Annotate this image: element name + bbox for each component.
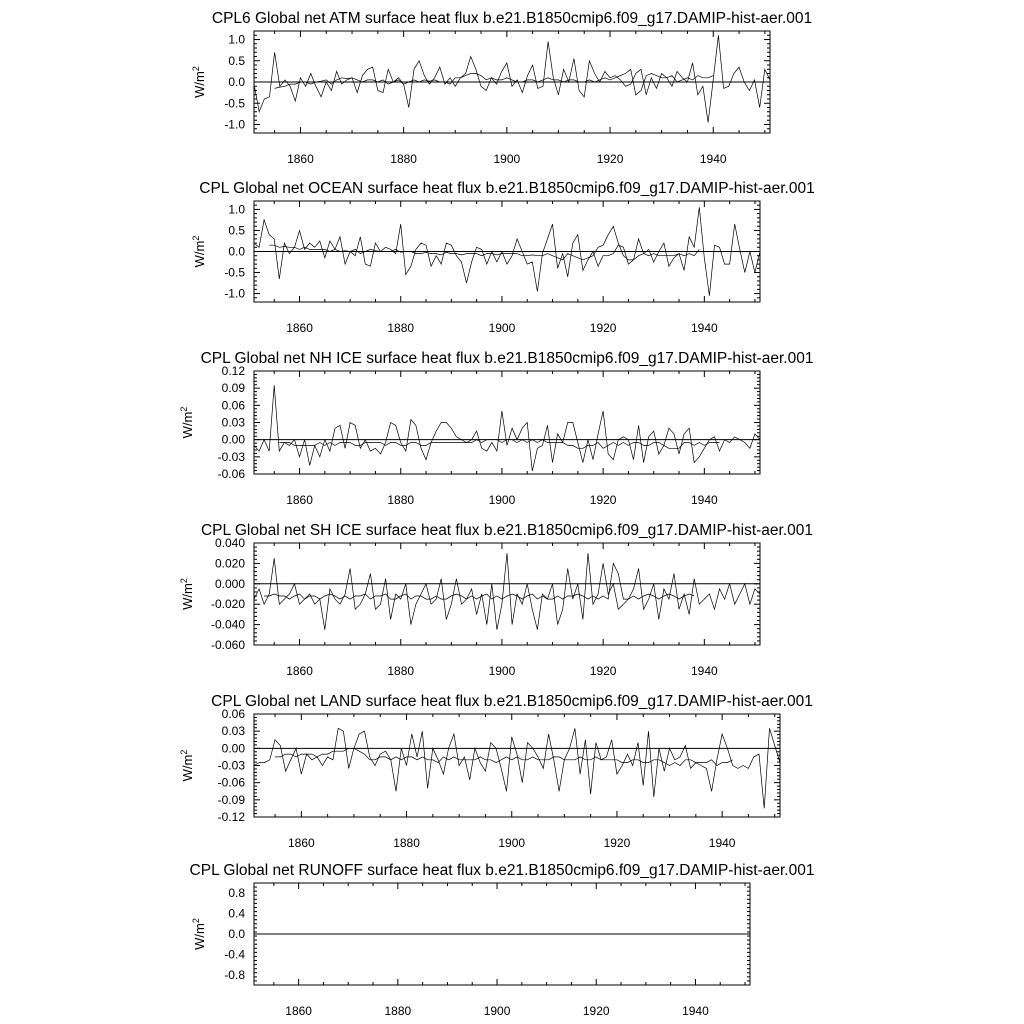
y-tick-label: 0.06 (221, 398, 245, 413)
y-tick-label: -0.020 (210, 597, 245, 612)
x-tick-label: 1920 (589, 664, 617, 678)
x-tick-label: 1920 (582, 1004, 610, 1018)
x-tick-label: 1920 (596, 152, 624, 166)
x-tick-label: 1920 (603, 836, 631, 850)
panel-5 (179, 693, 813, 850)
x-tick-label: 1860 (285, 1004, 312, 1018)
y-tick-label: 0.040 (214, 536, 245, 550)
x-tick-label: 1860 (286, 664, 313, 678)
y-tick-label: -0.12 (217, 810, 245, 824)
series-line-2 (275, 748, 733, 765)
panel-4 (179, 522, 813, 678)
y-tick-label: -0.4 (224, 947, 245, 962)
y-tick-label: -0.06 (217, 775, 245, 790)
panel-2 (191, 180, 815, 335)
series-line-1 (254, 728, 780, 808)
y-tick-label: 0.5 (228, 53, 245, 68)
x-tick-label: 1940 (699, 152, 727, 166)
x-tick-label: 1900 (498, 836, 526, 850)
panel-6 (190, 862, 815, 1018)
y-axis-label: $W/m^2$ (179, 749, 195, 782)
x-tick-label: 1940 (690, 493, 718, 507)
y-axis-label: $W/m^2$ (191, 66, 207, 98)
y-tick-label: 0.09 (221, 381, 245, 396)
y-tick-label: -0.06 (217, 467, 245, 481)
x-tick-label: 1940 (708, 836, 736, 850)
y-tick-label: 0.03 (221, 724, 245, 739)
y-tick-label: -0.060 (210, 638, 245, 652)
y-tick-label: -0.5 (224, 96, 245, 111)
y-tick-label: -0.03 (217, 758, 245, 773)
y-tick-label: 0.00 (221, 432, 245, 447)
panel-title: CPL Global net LAND surface heat flux b.e21.B1850cmip6.f09_g17.DAMIP-hist-aer.001 (211, 693, 813, 710)
y-axis-label: $W/m^2$ (179, 406, 195, 439)
x-tick-label: 1900 (493, 152, 521, 166)
x-tick-label: 1940 (682, 1004, 709, 1018)
y-tick-label: 0.12 (221, 364, 245, 378)
series-line-2 (264, 563, 694, 599)
y-tick-label: 0.020 (214, 556, 245, 571)
y-tick-label: 0.0 (228, 244, 245, 259)
x-tick-label: 1880 (387, 493, 415, 507)
y-axis-label: $W/m^2$ (191, 918, 207, 950)
y-tick-label: -0.8 (224, 967, 245, 982)
y-tick-label: 0.4 (228, 906, 245, 921)
x-tick-label: 1900 (488, 321, 516, 335)
x-tick-label: 1940 (690, 321, 718, 335)
y-axis-label: $W/m^2$ (179, 578, 195, 610)
series-line-1 (254, 35, 770, 122)
y-tick-label: -0.040 (210, 617, 245, 632)
x-tick-label: 1860 (286, 493, 313, 507)
y-tick-label: 0.00 (221, 741, 245, 756)
panel-title: CPL Global net NH ICE surface heat flux b.e21.B1850cmip6.f09_g17.DAMIP-hist-aer.001 (200, 350, 814, 367)
x-tick-label: 1880 (384, 1004, 412, 1018)
x-tick-label: 1940 (690, 664, 718, 678)
y-tick-label: 0.5 (228, 223, 245, 238)
y-tick-label: 1.0 (228, 202, 245, 217)
x-tick-label: 1860 (287, 152, 314, 166)
panel-title: CPL Global net RUNOFF surface heat flux b.e21.B1850cmip6.f09_g17.DAMIP-hist-aer.001 (189, 862, 815, 879)
y-tick-label: 0.03 (221, 415, 245, 430)
y-tick-label: -1.0 (224, 117, 245, 132)
panel-title: CPL6 Global net ATM surface heat flux b.e21.B1850cmip6.f09_g17.DAMIP-hist-aer.001 (211, 10, 813, 27)
x-tick-label: 1860 (286, 321, 313, 335)
y-tick-label: 0.06 (221, 707, 245, 721)
y-tick-label: -1.0 (224, 286, 245, 301)
y-tick-label: -0.09 (217, 792, 245, 807)
x-tick-label: 1920 (589, 493, 617, 507)
x-tick-label: 1880 (387, 321, 415, 335)
plot-frame (254, 371, 760, 474)
y-axis-label: $W/m^2$ (191, 235, 207, 268)
series-line-1 (254, 553, 760, 630)
y-tick-label: -0.5 (224, 265, 245, 280)
x-tick-label: 1880 (393, 836, 420, 850)
panel-3 (179, 350, 813, 507)
y-tick-label: 0.0 (228, 75, 245, 89)
y-tick-label: 1.0 (228, 32, 245, 47)
x-tick-label: 1860 (287, 836, 315, 850)
panel-title: CPL Global net OCEAN surface heat flux b.e21.B1850cmip6.f09_g17.DAMIP-hist-aer.001 (199, 180, 815, 197)
x-tick-label: 1900 (483, 1004, 511, 1018)
y-tick-label: 0.000 (214, 576, 245, 591)
x-tick-label: 1880 (390, 152, 417, 166)
y-tick-label: 0.0 (228, 927, 245, 941)
x-tick-label: 1900 (488, 493, 516, 507)
panel-title: CPL Global net SH ICE surface heat flux b.e21.B1850cmip6.f09_g17.DAMIP-hist-aer.001 (200, 522, 814, 539)
x-tick-label: 1920 (589, 321, 617, 335)
x-tick-label: 1880 (387, 664, 415, 678)
panel-1 (191, 10, 812, 166)
y-tick-label: -0.03 (217, 449, 245, 464)
series-line-1 (254, 385, 760, 471)
x-tick-label: 1900 (488, 664, 516, 678)
y-tick-label: 0.8 (228, 886, 245, 901)
